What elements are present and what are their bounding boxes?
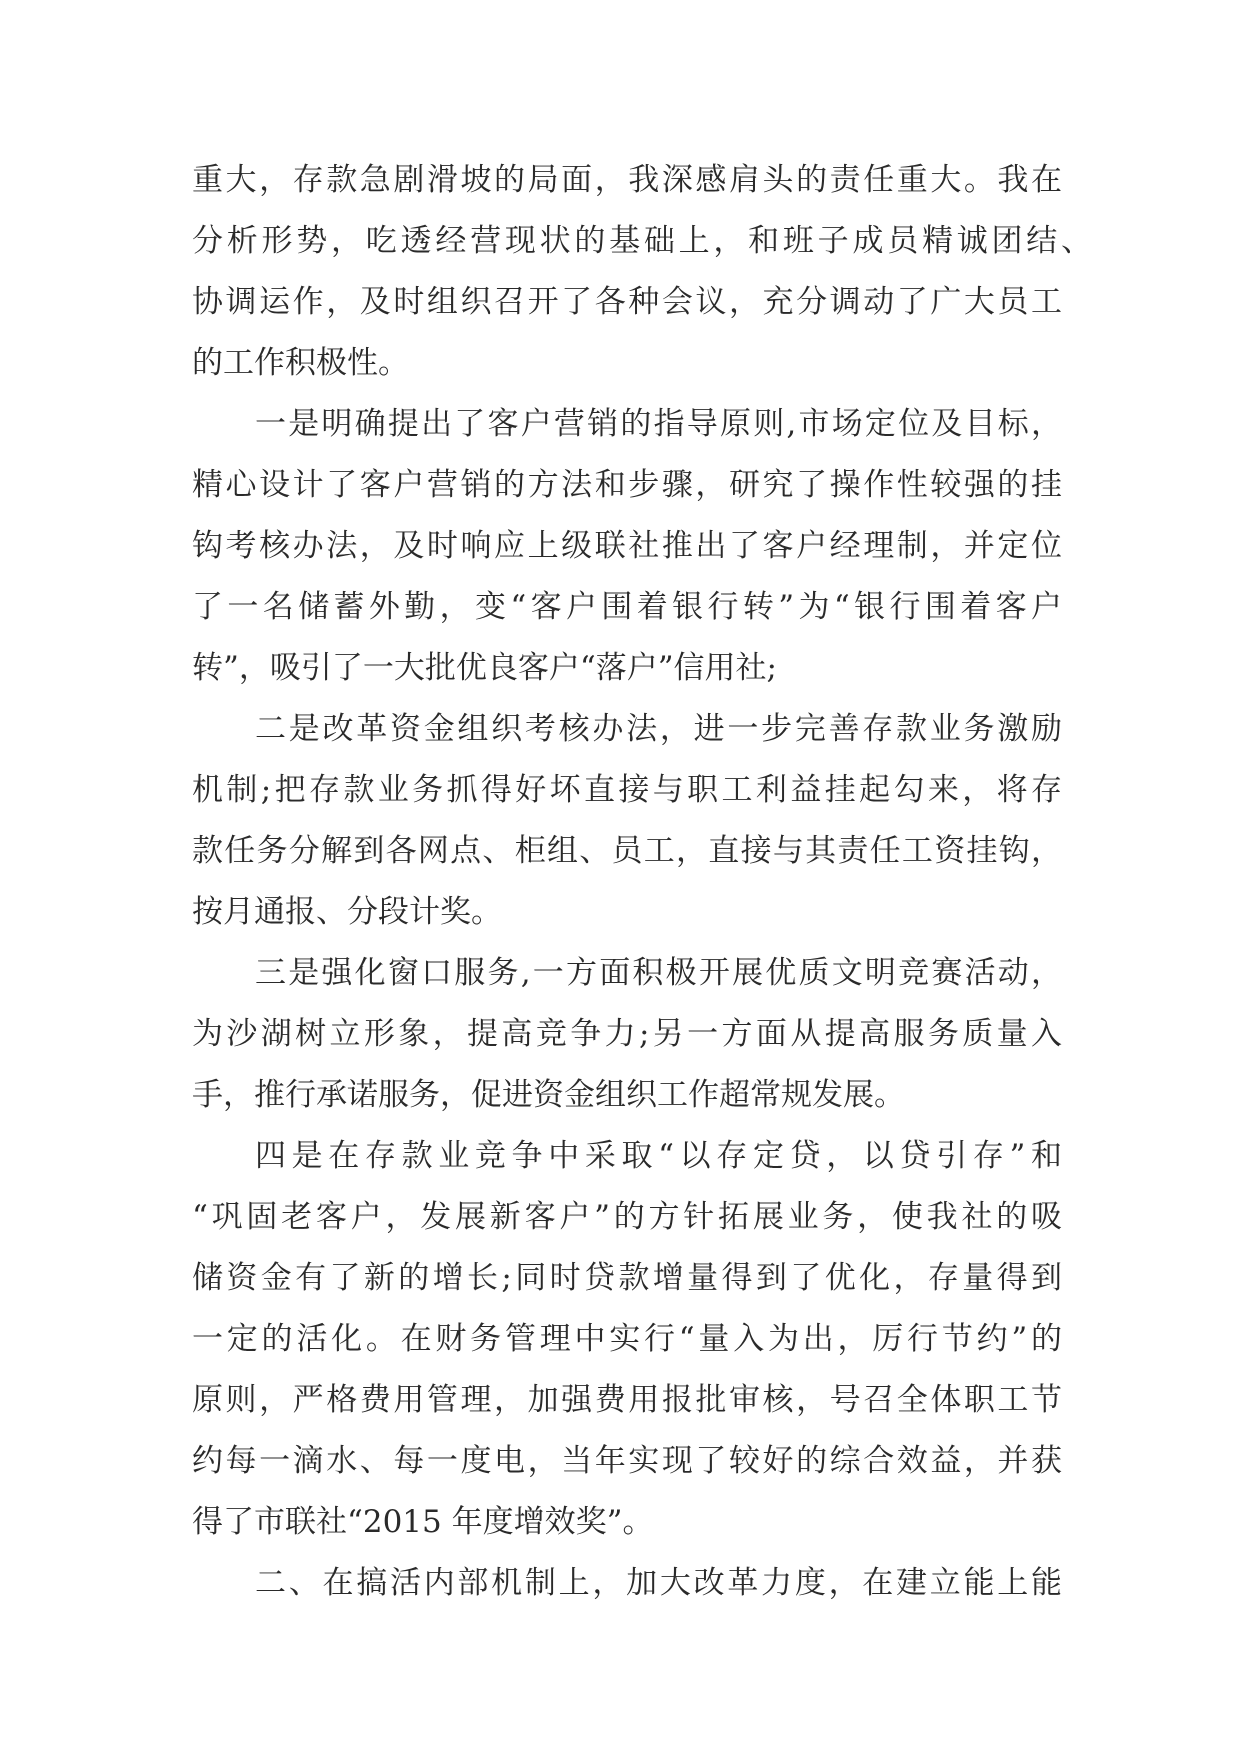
text-line: “巩固老客户，发展新客户”的方针拓展业务，使我社的吸 [192, 1199, 1062, 1235]
text-line: 手，推行承诺服务，促进资金组织工作超常规发展。 [192, 1077, 905, 1113]
paragraph-first-line: 一是明确提出了客户营销的指导原则,市场定位及目标， [255, 406, 1062, 442]
text-line: 按月通报、分段计奖。 [192, 894, 502, 930]
text-line: 分析形势，吃透经营现状的基础上，和班子成员精诚团结、 [192, 223, 1092, 259]
text-line: 得了市联社“2015 年度增效奖”。 [192, 1504, 654, 1540]
text-line: 机制;把存款业务抓得好坏直接与职工利益挂起勾来，将存 [192, 772, 1062, 808]
text-line: 精心设计了客户营销的方法和步骤，研究了操作性较强的挂 [192, 467, 1062, 503]
text-line: 约每一滴水、每一度电，当年实现了较好的综合效益，并获 [192, 1443, 1062, 1479]
text-line: 为沙湖树立形象，提高竞争力;另一方面从提高服务质量入 [192, 1016, 1062, 1052]
text-line: 一定的活化。在财务管理中实行“量入为出，厉行节约”的 [192, 1321, 1062, 1357]
text-line: 钩考核办法，及时响应上级联社推出了客户经理制，并定位 [192, 528, 1062, 564]
text-line: 协调运作，及时组织召开了各种会议，充分调动了广大员工 [192, 284, 1062, 320]
text-line: 原则，严格费用管理，加强费用报批审核，号召全体职工节 [192, 1382, 1062, 1418]
paragraph-first-line: 二、在搞活内部机制上，加大改革力度，在建立能上能 [255, 1565, 1062, 1601]
text-line: 重大，存款急剧滑坡的局面，我深感肩头的责任重大。我在 [192, 162, 1062, 198]
paragraph-first-line: 二是改革资金组织考核办法，进一步完善存款业务激励 [255, 711, 1062, 747]
text-line: 储资金有了新的增长;同时贷款增量得到了优化，存量得到 [192, 1260, 1062, 1296]
text-line: 款任务分解到各网点、柜组、员工，直接与其责任工资挂钩， [192, 833, 1062, 869]
text-line: 的工作积极性。 [192, 345, 409, 381]
text-line: 转”，吸引了一大批优良客户“落户”信用社; [192, 650, 777, 686]
paragraph-first-line: 四是在存款业竞争中采取“以存定贷，以贷引存”和 [255, 1138, 1062, 1174]
paragraph-first-line: 三是强化窗口服务,一方面积极开展优质文明竞赛活动， [255, 955, 1062, 991]
text-line: 了一名储蓄外勤，变“客户围着银行转”为“银行围着客户 [192, 589, 1062, 625]
